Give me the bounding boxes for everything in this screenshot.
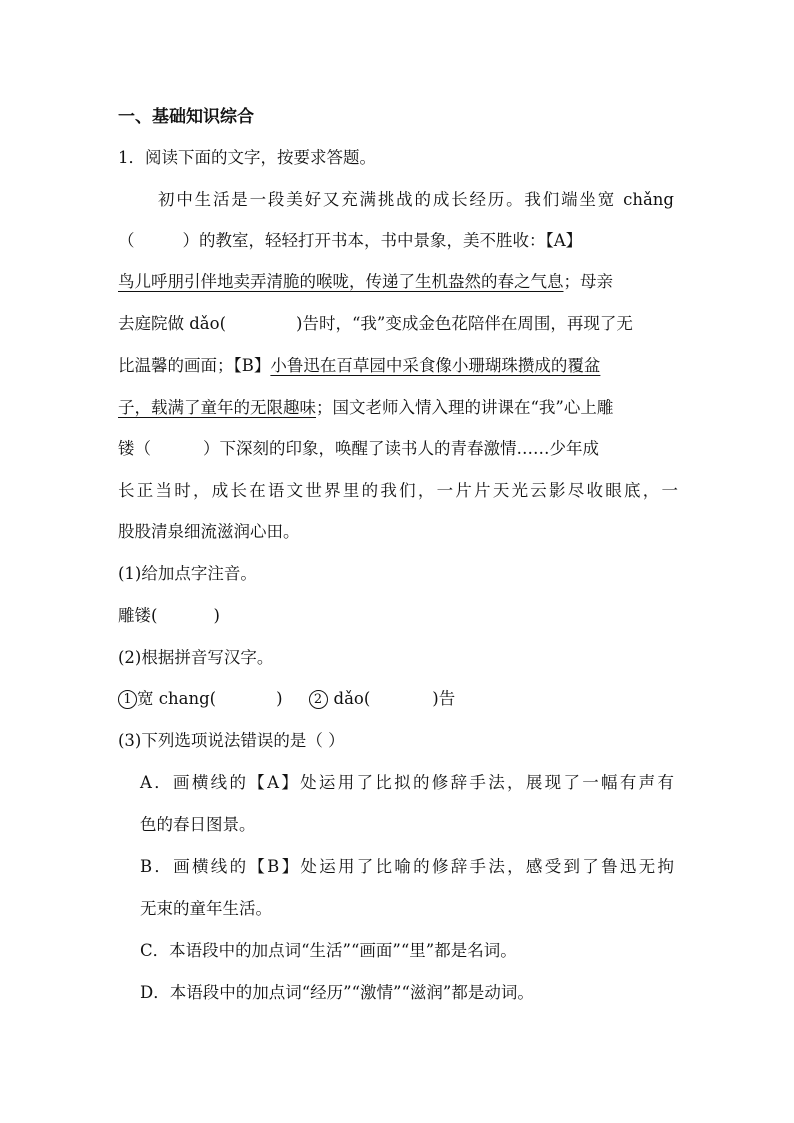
circled-number-2: 2 <box>309 690 328 709</box>
passage-line-5: 比温馨的画面；【B】小鲁迅在百草园中采食像小珊瑚珠攒成的覆盆 <box>118 356 601 375</box>
passage-line-2 <box>118 229 678 253</box>
passage-line-9: 股股清泉细流滋润心田。 <box>118 522 300 541</box>
passage-line-1: 初中生活是一段美好又充满挑战的成长经历。我们端坐宽 chǎng <box>158 190 674 209</box>
circled-number-1: 1 <box>118 690 137 709</box>
sub-question-3-prompt: (3)下列选项说法错误的是（ ） <box>118 731 345 750</box>
option-a-line-2: 色的春日图景。 <box>140 815 256 834</box>
option-a-line-1: A．画横线的【A】处运用了比拟的修辞手法，展现了一幅有声有 <box>140 773 674 792</box>
passage-line-4: 去庭院做 dǎo( )告时，“我”变成金色花陪伴在周围，再现了无 <box>118 314 633 333</box>
sub-question-1-item: 雕镂( ) <box>118 606 220 625</box>
underlined-sentence-b-cont: 子，载满了童年的无限趣味 <box>118 398 316 417</box>
question-number: 1． <box>118 148 145 167</box>
option-c: C．本语段中的加点词“生活”“画面”“里”都是名词。 <box>140 941 517 960</box>
section-heading: 一、基础知识综合 <box>118 107 254 127</box>
underlined-sentence-b: 小鲁迅在百草园中采食像小珊瑚珠攒成的覆盆 <box>270 356 601 375</box>
option-b-line-2: 无束的童年生活。 <box>140 899 272 918</box>
passage-line-2-text: ）的教室，轻轻打开书本，书中景象，美不胜收：【A】 <box>182 231 583 250</box>
option-d: D．本语段中的加点词“经历”“激情”“滋润”都是动词。 <box>140 983 534 1002</box>
underlined-sentence-a: 鸟儿呼朋引伴地卖弄清脆的喉咙，传递了生机盎然的春之气息 <box>118 272 564 291</box>
passage-line-7: 镂（ ）下深刻的印象，唤醒了读书人的青春激情……少年成 <box>118 439 599 458</box>
passage-line-3: 鸟儿呼朋引伴地卖弄清脆的喉咙，传递了生机盎然的春之气息；母亲 <box>118 272 613 291</box>
passage-line-8: 长正当时，成长在语文世界里的我们，一片片天光云影尽收眼底，一 <box>118 481 678 500</box>
passage-line-6: 子，载满了童年的无限趣味；国文老师入情入理的讲课在“我”心上雕 <box>118 398 614 417</box>
question-1-line <box>118 146 678 170</box>
blank-paren-open: （ <box>118 231 135 250</box>
sub-question-2-items: 1 宽 chang( ) 2 dǎo( )告 <box>118 687 678 711</box>
option-b-line-1: B．画横线的【B】处运用了比喻的修辞手法，感受到了鲁迅无拘 <box>140 857 674 876</box>
sub-question-1-prompt: (1)给加点字注音。 <box>118 564 257 583</box>
sub-question-2-prompt: (2)根据拼音写汉字。 <box>118 648 274 667</box>
question-prompt: 阅读下面的文字，按要求答题。 <box>145 148 376 167</box>
